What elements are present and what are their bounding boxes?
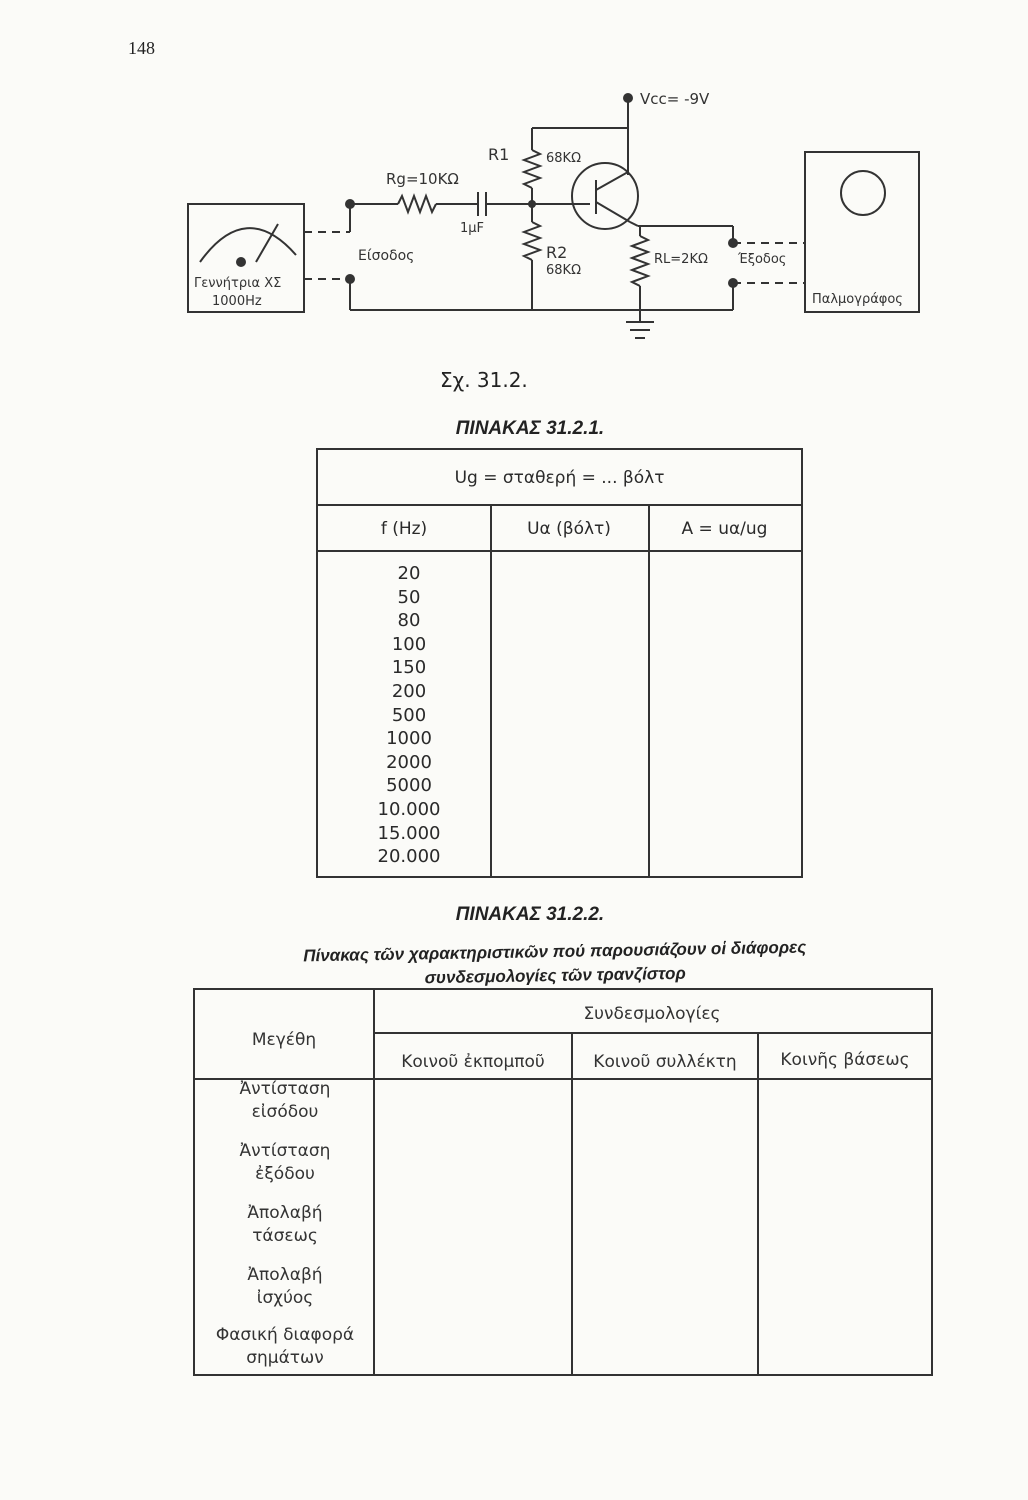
table1-title: ΠΙΝΑΚΑΣ 31.2.1. [455,418,605,439]
table1-header-top: Ug = σταθερή = ... βόλτ [318,450,801,506]
frequency-value: 100 [391,633,427,655]
generator-frequency: 1000Hz [212,294,262,309]
table2 [193,988,933,1376]
table2-subtitle-line2: συνδεσμολογίες τῶν τρανζίστορ [424,963,686,988]
frequency-value: 2000 [386,751,432,773]
table1-col-gain: A = uα/ug [681,519,768,539]
frequency-value: 200 [391,680,427,702]
connections-header: Συνδεσμολογίες [583,1004,721,1024]
frequency-list [318,562,490,869]
frequency-value: 1000 [386,728,432,750]
frequency-value: 5000 [386,775,432,797]
generator-label: Γεννήτρια ΧΣ [194,276,282,291]
rl-label: RL=2KΩ [654,252,708,267]
oscilloscope-screen [841,171,885,215]
frequency-value: 10.000 [377,798,441,820]
table2-subtitle [250,935,861,994]
frequency-value: 50 [397,586,421,608]
frequency-value: 80 [397,610,421,632]
oscilloscope [805,152,919,312]
row-phase-difference: Φασική διαφορά σημάτων [215,1325,355,1368]
rl-resistor [632,236,648,286]
figure-caption: Σχ. 31.2. [440,368,528,392]
table2-subtitle-line1: Πίνακας τῶν χαρακτηριστικῶν πού παρουσιάζουν οἱ διάφορες [303,937,807,966]
frequency-value: 15.000 [377,822,441,844]
col-common-collector: Κοινοῦ συλλέκτη [593,1052,737,1072]
table1 [316,448,803,878]
r2-label: R2 [546,243,568,262]
row-input-resistance: Ἀντίσταση εἰσόδου [239,1079,331,1122]
oscilloscope-label: Παλμογράφος [812,292,903,307]
input-label: Είσοδος [358,248,415,264]
r1-resistor [524,150,540,188]
r1-value: 68KΩ [546,151,582,166]
output-label: Έξοδος [738,252,787,267]
col-common-emitter: Κοινοῦ ἐκπομποῦ [401,1052,545,1072]
frequency-value: 150 [391,657,427,679]
frequency-value: 20 [397,563,421,584]
row-power-gain: Ἀπολαβή ἰσχύος [247,1265,323,1308]
rg-label: Rg=10KΩ [386,170,459,188]
r2-resistor [524,222,540,260]
frequency-value: 500 [391,704,427,726]
rg-resistor [398,196,436,212]
table1-col-frequency: f (Hz) [380,519,428,539]
table2-title: ΠΙΝΑΚΑΣ 31.2.2. [455,904,605,925]
table1-col-output-voltage: Uα (βόλτ) [527,519,611,539]
capacitor-label: 1μF [460,221,485,236]
row-output-resistance: Ἀντίσταση ἐξόδου [239,1141,331,1184]
circuit-diagram [0,0,1028,400]
frequency-value: 20.000 [377,846,441,868]
page-number: 148 [128,38,155,58]
r1-label: R1 [488,145,510,164]
generator-dial-arc [200,228,296,262]
col-common-base: Κοινῆς βάσεως [780,1050,910,1070]
quantities-header: Μεγέθη [251,1030,317,1050]
table1-header-row [318,506,801,552]
row-voltage-gain: Ἀπολαβή τάσεως [247,1203,323,1246]
vcc-label: Vcc= -9V [640,90,710,108]
r2-value: 68KΩ [546,263,582,278]
